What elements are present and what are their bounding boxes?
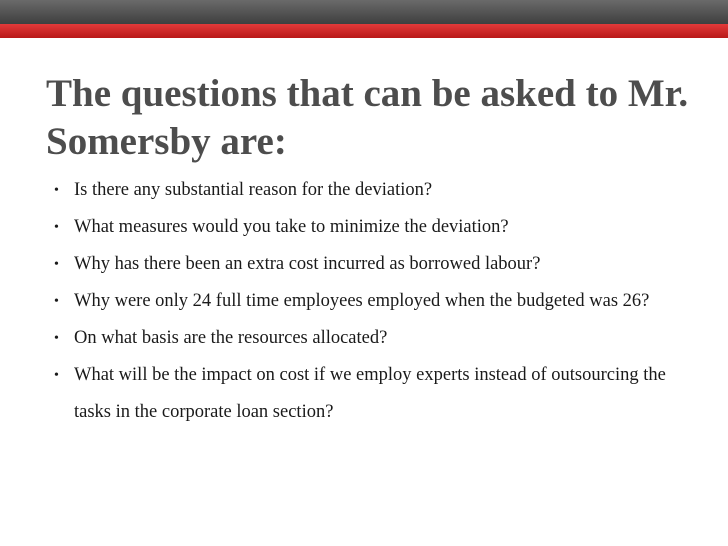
bullet-icon: • [54,368,59,383]
bullet-icon: • [54,294,59,309]
list-item [54,283,684,320]
bullet-icon: • [54,220,59,235]
title-line-1: The questions that can be asked to Mr. [46,72,689,115]
question-text: On what basis are the resources allocated? [74,328,388,348]
list-item [54,357,684,431]
list-item [54,209,684,246]
question-text: What measures would you take to minimize the deviation? [74,217,509,237]
question-list [54,172,684,431]
question-text: Why has there been an extra cost incurred as borrowed labour? [74,254,541,274]
bullet-icon: • [54,331,59,346]
slide-title [46,70,706,166]
question-text: Is there any substantial reason for the deviation? [74,180,433,200]
question-text: Why were only 24 full time employees employed when the budgeted was 26? [74,291,650,311]
red-accent-strip [0,24,728,38]
list-item [54,320,684,357]
list-item [54,172,684,209]
bullet-icon: • [54,183,59,198]
title-line-2: Somersby are: [46,120,287,163]
question-text: What will be the impact on cost if we employ experts instead of outsourcing the tasks in the corporate loan section? [74,365,666,422]
list-item [54,246,684,283]
top-dark-bar [0,0,728,24]
bullet-icon: • [54,257,59,272]
